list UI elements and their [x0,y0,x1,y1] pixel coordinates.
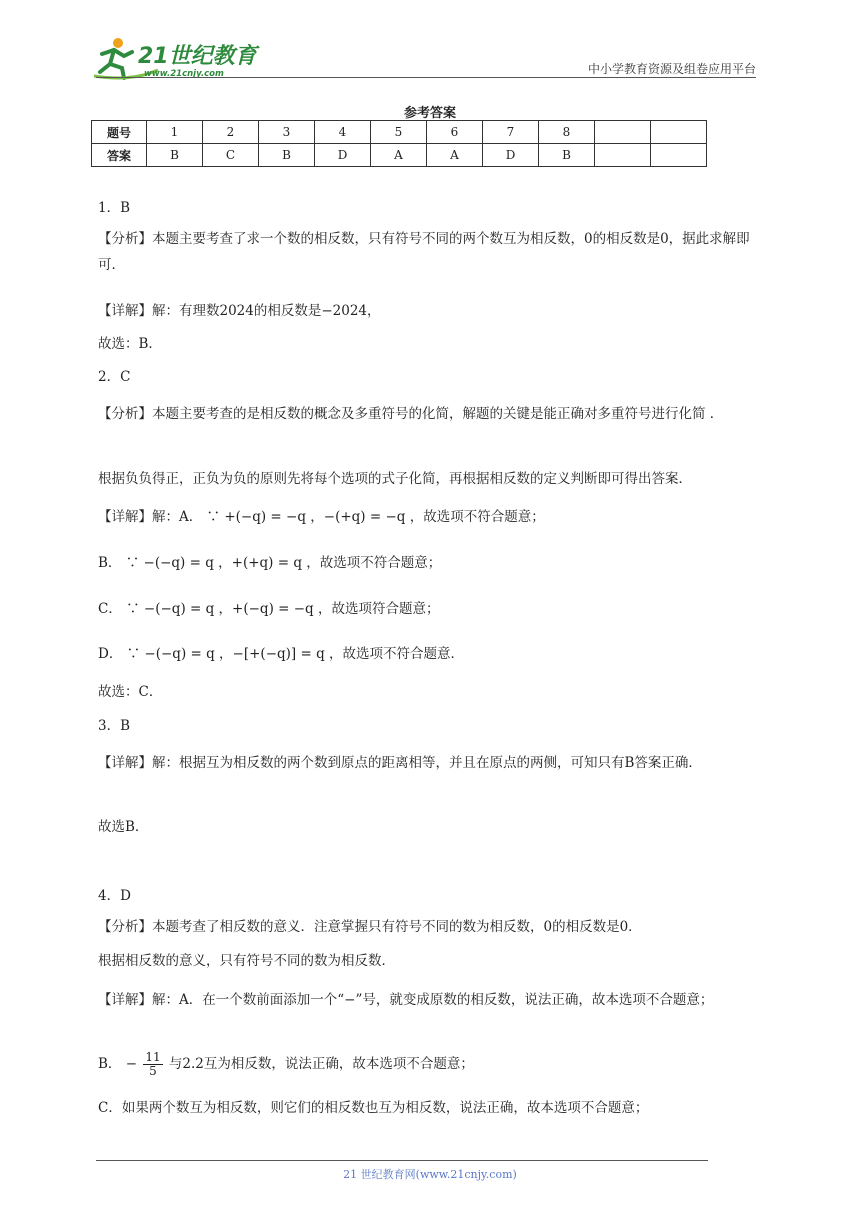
q2-line-b: B． ∵ −(−q) = q ，+(+q) = q ，故选项不符合题意； [98,555,442,571]
q2-line-c: C． ∵ −(−q) = q ，+(−q) = −q ，故选项符合题意； [98,601,440,617]
logo-text: 21世纪教育 [138,44,257,69]
table-cell: B [147,144,203,167]
footer-text: 21 世纪教育网(www.21cnjy.com) [343,1168,517,1181]
table-row [92,121,707,144]
fraction [143,1051,162,1078]
fraction-denominator: 5 [149,1064,157,1078]
table-cell [595,144,651,167]
table-cell: A [427,144,483,167]
q4-line-b [98,1051,762,1078]
table-cell: D [315,144,371,167]
q2-analysis: 【分析】本题主要考查的是相反数的概念及多重符号的化简，解题的关键是能正确对多重符号进行化简 ． [98,406,724,422]
footer-divider [96,1160,708,1161]
row-label-answer: 答案 [92,144,147,167]
table-cell [651,144,707,167]
q1-analysis: 【分析】本题主要考查了求一个数的相反数，只有符号不同的两个数互为相反数，0的相反数是0，据此求解即可． [98,231,750,273]
q1-head: 1．B [98,200,131,216]
fraction-numerator: 11 [145,1050,161,1064]
q2-method: 根据负负得正，正负为负的原则先将每个选项的式子化简，再根据相反数的定义判断即可得出答案． [98,471,692,487]
row-label-number: 题号 [92,121,147,144]
q4-b-rest: 与2.2互为相反数，说法正确，故本选项不合题意； [168,1056,474,1072]
q2-head: 2．C [98,369,131,385]
q4-analysis: 【分析】本题考查了相反数的意义．注意掌握只有符号不同的数为相反数，0的相反数是0． [98,919,642,935]
answer-title: 参考答案 [403,106,456,121]
logo [92,36,262,80]
table-cell: D [483,144,539,167]
table-cell: 2 [203,121,259,144]
q2-detail-a: 【详解】解：A． ∵ +(−q) = −q ，−(+q) = −q ，故选项不符合题意； [98,509,545,525]
platform-label: 中小学教育资源及组卷应用平台 [587,62,756,76]
table-row [92,144,707,167]
table-cell: 8 [539,121,595,144]
table-cell: C [203,144,259,167]
header-divider [96,77,756,78]
table-cell: 3 [259,121,315,144]
q3-choice: 故选B． [98,819,149,835]
q2-line-d: D． ∵ −(−q) = q ，−[+(−q)] = q ，故选项不符合题意． [98,646,465,662]
table-cell: 7 [483,121,539,144]
table-cell: A [371,144,427,167]
table-cell [651,121,707,144]
q4-detail-a: 【详解】解：A．在一个数前面添加一个“−”号，就变成原数的相反数，说法正确，故本选项不合题意； [98,992,714,1008]
answer-table [91,120,707,167]
table-cell: 4 [315,121,371,144]
table-cell [595,121,651,144]
q1-detail: 【详解】解：有理数2024的相反数是−2024， [98,303,381,319]
q4-line-c: C．如果两个数互为相反数，则它们的相反数也互为相反数，说法正确，故本选项不合题意； [98,1100,649,1116]
table-cell: 6 [427,121,483,144]
q2-choice: 故选：C． [98,684,163,700]
q3-detail: 【详解】解：根据互为相反数的两个数到原点的距离相等，并且在原点的两侧，可知只有B答案正确． [98,755,702,771]
table-cell: B [259,144,315,167]
q4-b-prefix: B． [98,1056,122,1072]
q1-choice: 故选：B． [98,336,162,352]
table-cell: 5 [371,121,427,144]
q4-method: 根据相反数的意义，只有符号不同的数为相反数． [98,953,395,969]
q3-head: 3．B [98,718,131,734]
table-cell: 1 [147,121,203,144]
q4-head: 4．D [98,888,131,904]
logo-url: www.21cnjy.com [144,69,224,79]
q4-b-sign: − [125,1056,138,1072]
table-cell: B [539,144,595,167]
